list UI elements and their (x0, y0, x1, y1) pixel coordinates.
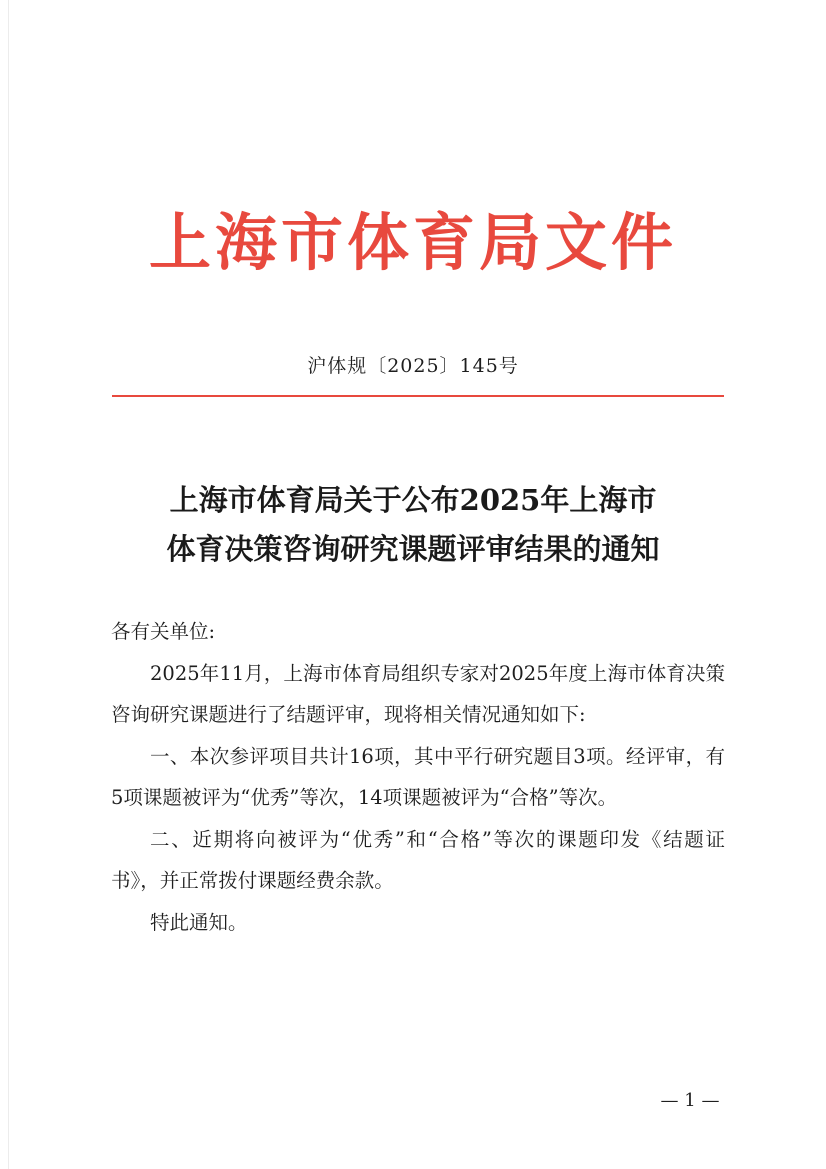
page-edge (8, 0, 9, 1169)
paragraph-item-1: 一、本次参评项目共计16项，其中平行研究题目3项。经评审，有5项课题被评为“优秀”等次，14项课题被评为“合格”等次。 (111, 744, 725, 809)
title-line-2: 体育决策咨询研究课题评审结果的通知 (166, 532, 660, 566)
document-number: 沪体规〔2025〕145号 (307, 355, 519, 377)
document-title (0, 476, 826, 574)
issuer-header: 上海市体育局文件 (148, 206, 677, 279)
paragraph-item-2: 二、近期将向被评为“优秀”和“合格”等次的课题印发《结题证书》，并正常拨付课题经费余款。 (111, 827, 725, 892)
salutation: 各有关单位: (111, 620, 216, 643)
page-number: — 1 — (660, 1090, 720, 1111)
document-body (111, 611, 725, 943)
paragraph-intro: 2025年11月，上海市体育局组织专家对2025年度上海市体育决策咨询研究课题进行了结题评审，现将相关情况通知如下: (111, 661, 725, 726)
red-separator-line (112, 395, 724, 397)
title-line-1: 上海市体育局关于公布2025年上海市 (169, 483, 657, 517)
closing-remark: 特此通知。 (150, 910, 248, 934)
